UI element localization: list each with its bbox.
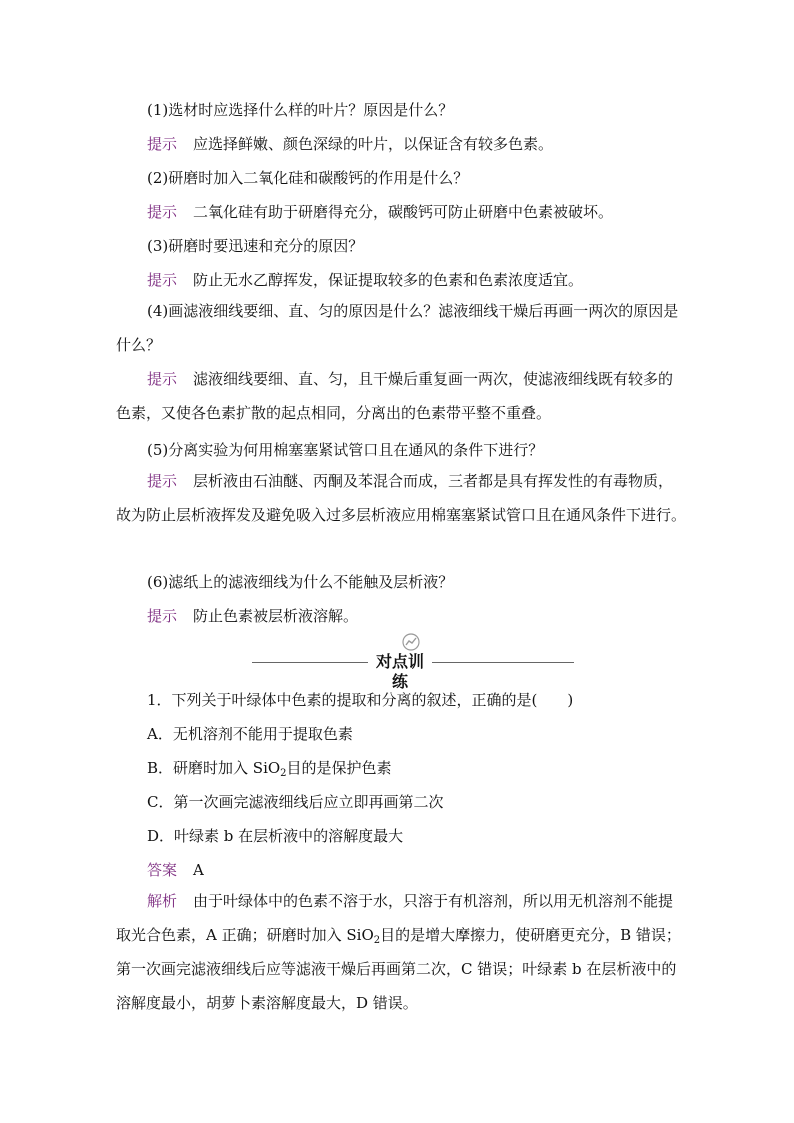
hint-2 [147,202,613,222]
hint-text: 应选择鲜嫩、颜色深绿的叶片，以保证含有较多色素。 [193,135,554,153]
hint-text: 二氧化硅有助于研磨得充分，碳酸钙可防止研磨中色素被破坏。 [193,203,614,221]
hint-text: 防止色素被层析液溶解。 [193,607,359,625]
question-5: (5)分离实验为何用棉塞塞紧试管口且在通风的条件下进行？ [147,441,544,459]
hint-label: 提示 [147,370,178,388]
question-6: (6)滤纸上的滤液细线为什么不能触及层析液？ [147,573,454,591]
hint-3 [147,270,583,290]
question-2: (2)研磨时加入二氧化硅和碳酸钙的作用是什么？ [147,169,469,187]
option-b: B．研磨时加入 SiO$_2$目的是保护色素 [147,759,392,779]
separator-left [252,662,368,663]
answer-value: A [193,861,204,879]
question-stem: 1．下列关于叶绿体中色素的提取和分离的叙述，正确的是( ) [147,691,574,709]
hint-6 [147,606,358,626]
hint-label: 提示 [147,203,178,221]
separator-right [432,662,574,663]
option-a: A．无机溶剂不能用于提取色素 [147,725,353,743]
hint-label: 提示 [147,607,178,625]
chart-trend-icon [402,633,420,651]
option-c: C．第一次画完滤液细线后应立即再画第二次 [147,793,444,811]
hint-text: 层析液由石油醚、丙酮及苯混合而成，三者都是具有挥发性的有毒物质，故为防止层析液挥发及避免吸入过多层析液应用棉塞塞紧试管口且在通风条件下进行。 [116,472,687,524]
section-title: 对点训练 [375,652,424,691]
hint-text: 防止无水乙醇挥发，保证提取较多的色素和色素浓度适宜。 [193,271,584,289]
question-4: (4)画滤液细线要细、直、匀的原因是什么？滤液细线干燥后再画一两次的原因是什么？ [116,302,679,354]
hint-5 [116,464,686,532]
hint-label: 提示 [147,135,178,153]
answer [147,860,204,880]
hint-label: 提示 [147,472,178,490]
question-1: (1)选材时应选择什么样的叶片？原因是什么？ [147,101,454,119]
hint-4 [116,362,686,430]
analysis-label: 解析 [147,892,178,910]
option-d: D．叶绿素 b 在层析液中的溶解度最大 [147,827,404,845]
answer-label: 答案 [147,861,178,879]
question-3: (3)研磨时要迅速和充分的原因？ [147,237,364,255]
hint-text: 滤液细线要细、直、匀，且干燥后重复画一两次，使滤液细线既有较多的色素，又使各色素扩散的起点相同，分离出的色素带平整不重叠。 [116,370,674,422]
analysis: 解析 由于叶绿体中的色素不溶于水，只溶于有机溶剂，所以用无机溶剂不能提取光合色素，A 正确；研磨时加入 SiO$_2$目的是增大摩擦力，使研磨更充分，B 错误；第一次画完滤液细线后应等滤液干燥后再画第二次，C 错误；叶绿素 b 在层析液中的溶解度最小，胡萝卜素溶解度最大，D 错误。 [116,892,681,1012]
hint-label: 提示 [147,271,178,289]
hint-1 [147,134,553,154]
